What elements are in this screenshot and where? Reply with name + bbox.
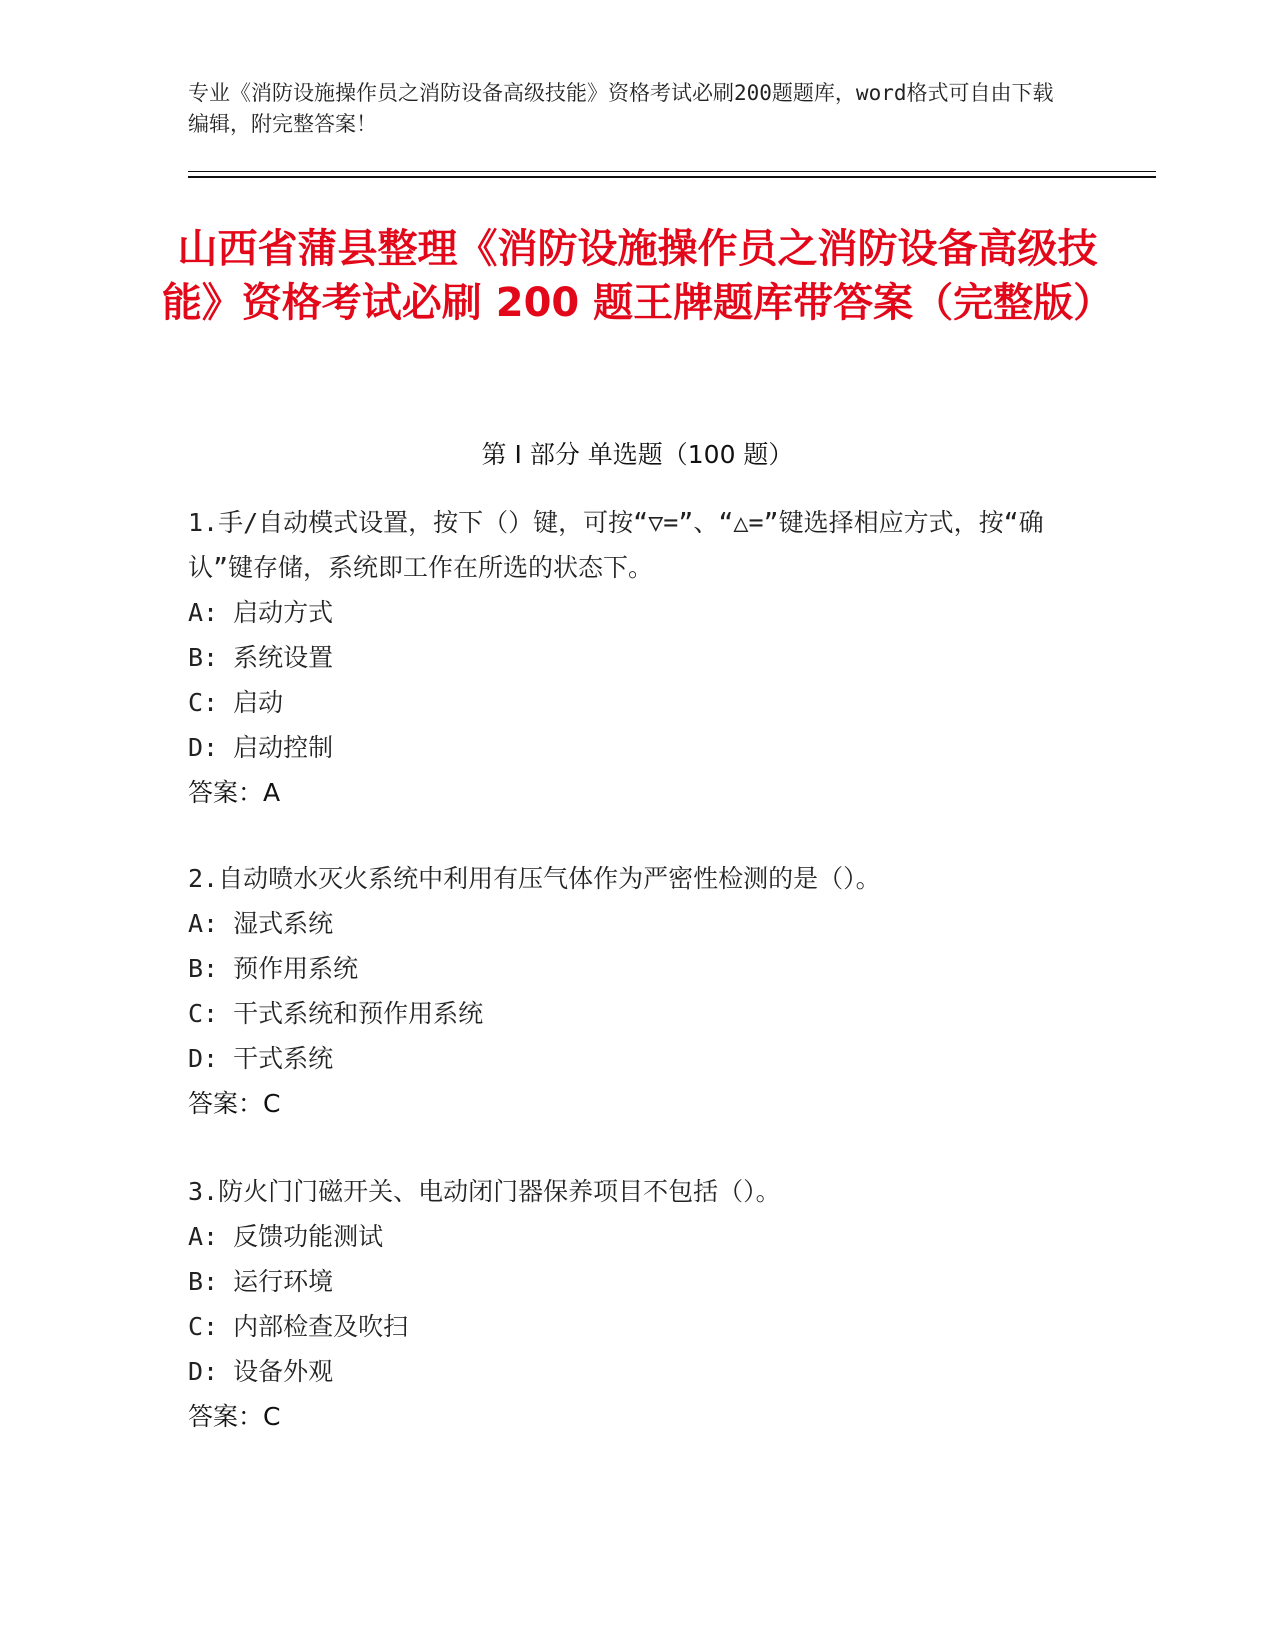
header-rule-bottom [188, 176, 1156, 178]
option-b: B: 运行环境 [188, 1267, 334, 1296]
option-c: C: 干式系统和预作用系统 [188, 999, 484, 1028]
question-stem: 1.手/自动模式设置，按下（）键，可按“▽=”、“△=”键选择相应方式，按“确认”键存储，系统即工作在所选的状态下。 [188, 508, 1044, 582]
header-note: 专业《消防设施操作员之消防设备高级技能》资格考试必刷200题题库，word格式可自由下载编辑，附完整答案！ [188, 81, 1054, 136]
option-b: B: 系统设置 [188, 643, 334, 672]
question-stem: 3.防火门门磁开关、电动闭门器保养项目不包括（）。 [188, 1177, 781, 1206]
option-d: D: 干式系统 [188, 1044, 334, 1073]
section-title: 第 I 部分 单选题（100 题） [481, 440, 794, 469]
option-d: D: 设备外观 [188, 1357, 334, 1386]
answer-line: 答案：C [188, 1402, 281, 1431]
option-a: A: 湿式系统 [188, 909, 334, 938]
option-b: B: 预作用系统 [188, 954, 359, 983]
option-a: A: 启动方式 [188, 598, 334, 627]
option-d: D: 启动控制 [188, 733, 334, 762]
question-stem: 2.自动喷水灭火系统中利用有压气体作为严密性检测的是（）。 [188, 864, 881, 893]
question-2 [188, 856, 1078, 1126]
option-a: A: 反馈功能测试 [188, 1222, 384, 1251]
option-c: C: 启动 [188, 688, 284, 717]
header-rule-top [188, 171, 1156, 172]
document-title: 山西省蒲县整理《消防设施操作员之消防设备高级技能》资格考试必刷 200 题王牌题库带答案（完整版） [161, 226, 1114, 326]
answer-line: 答案：C [188, 1089, 281, 1118]
question-3 [188, 1169, 1078, 1439]
option-c: C: 内部检查及吹扫 [188, 1312, 409, 1341]
question-1 [188, 500, 1078, 815]
answer-line: 答案：A [188, 778, 281, 807]
